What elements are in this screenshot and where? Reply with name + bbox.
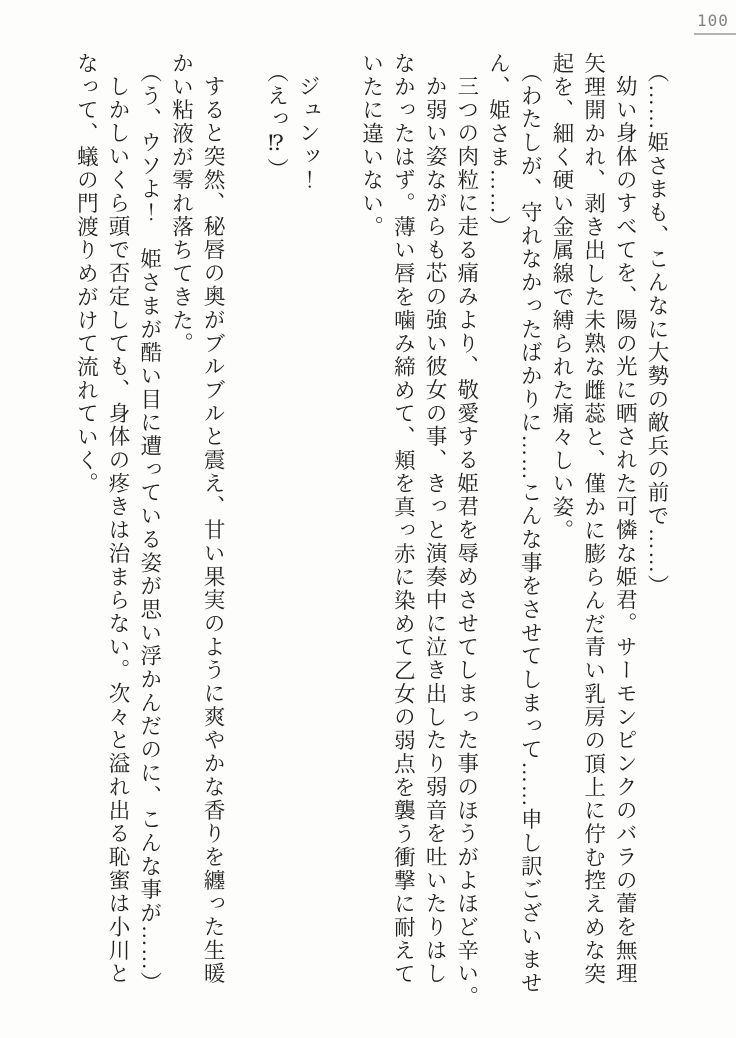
blank-line <box>323 52 355 1012</box>
text-line: か弱い姿ながらも芯の強い彼女の事、きっと演奏中に泣き出したり弱音を吐いたりはし <box>423 75 448 987</box>
text-line: すると突然、秘唇の奥がブルブルと震え、甘い果実のように爽やかな香りを纏った生暖 <box>201 75 226 987</box>
text-line: （えっ⁉） <box>264 61 289 182</box>
text-line: （……姫さまも、こんなに大勢の敵兵の前で……） <box>645 61 669 599</box>
text-line: （う、ウソよ！ 姫さまが酷い目に遭っている姿が思い浮かんだのに、こんな事が……） <box>137 61 162 995</box>
text-line: 幼い身体のすべてを、陽の光に晒された可憐な姫君。サーモンピンクのバラの蕾を無理 <box>613 75 638 987</box>
text-line: いたに違いない。 <box>359 52 384 239</box>
text-line: 矢理開かれ、剥き出した未熟な雌蕊と、僅かに膨らんだ青い乳房の頂上に佇む控えめな突 <box>581 52 606 986</box>
text-line: しかしいくら頭で否定しても、身体の疼きは治まらない。次々と溢れ出る恥蜜は小川と <box>106 75 131 987</box>
text-line: なかったはず。薄い唇を噛み締めて、頬を真っ赤に染めて乙女の弱点を襲う衝撃に耐えて <box>391 52 416 986</box>
text-line: ジュンッ！ <box>296 75 321 193</box>
page-text-block <box>70 52 672 1012</box>
page-number: 100 <box>697 11 729 30</box>
page-number-rule <box>694 33 736 35</box>
text-line: 三つの肉粒に走る痛みより、敬愛する姫君を辱めさせてしまった事のほうがよほど辛い。 <box>454 75 479 1010</box>
blank-line <box>228 52 260 1012</box>
text-line: （わたしが、守れなかったばかりに……こんな事をさせてしまって……申し訳ございませ <box>518 61 543 995</box>
text-line: かい粘液が零れ落ちてきた。 <box>169 52 194 356</box>
text-line: ん、姫さま……） <box>486 52 511 239</box>
text-line: なって、蟻の門渡りめがけて流れていく。 <box>74 52 99 496</box>
text-line: 起を、細く硬い金属線で縛られた痛々しい姿。 <box>549 52 574 543</box>
